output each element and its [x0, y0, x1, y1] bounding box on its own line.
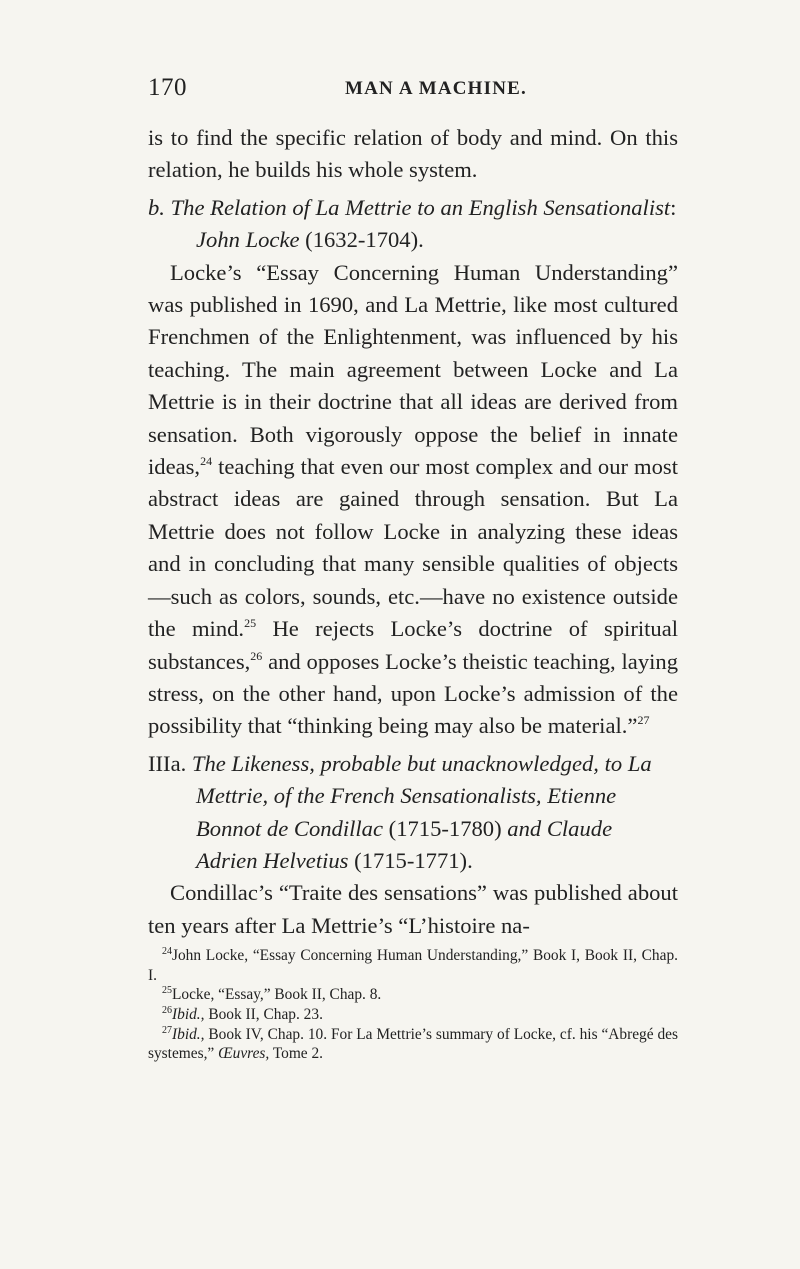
- section-title-2: Claude Adrien Helvetius: [196, 815, 613, 873]
- intro-paragraph: is to find the specific relation of body and mind. On this relation, he builds his whole system.: [148, 125, 678, 183]
- section-label: b.: [148, 194, 165, 220]
- footnote-ref-26: 26: [250, 648, 263, 663]
- locke-paragraph: Locke’s “Essay Concerning Human Understanding” was published in 1690, and La Mettrie, like most cultured Frenchmen of the Enlightenment, was influenced by his teaching. The main agreement between Locke and La Mettrie is in their doctrine that all ideas are derived from sensation. Both vigorously oppose the belief in innate ideas,$^{24}$ teaching that even our most complex and our most abstract ideas are gained through sensation. But La Mettrie does not follow Locke in analyzing these ideas and in concluding that many sensible qualities of objects—such as colors, sounds, etc.—have no existence outside the mind.$^{25}$ He rejects Locke’s doctrine of spiritual substances,$^{26}$ and opposes Locke’s theistic teaching, laying stress, on the other hand, upon Locke’s admission of the possibility that “thinking being may also be material.”$^{27}$: [148, 259, 678, 739]
- section-title: The Likeness, probable but unacknowledged, to La Mettrie, of the French Sensationalists, Etienne Bonnot de Condillac: [191, 750, 652, 841]
- section-heading-iiia: IIIa. The Likeness, probable but unacknowledged, to La Mettrie, of the French Sensationalists, Etienne Bonnot de Condillac (1715-1780) and Claude Adrien Helvetius (1715-1771).: [148, 750, 652, 873]
- section-label: IIIa.: [148, 750, 187, 776]
- footnote-ref-27: 27: [637, 713, 650, 728]
- footnote-26: $^{26}$Ibid., Book II, Chap. 23.: [162, 1004, 323, 1023]
- section-dates: (1632-1704).: [305, 227, 424, 253]
- footnote-25: $^{25}$Locke, “Essay,” Book II, Chap. 8.: [162, 985, 382, 1004]
- section-name: John Locke: [196, 227, 300, 253]
- footnote-ref-24: 24: [200, 454, 213, 469]
- condillac-paragraph: Condillac’s “Traite des sensations” was published about ten years after La Mettrie’s “L’histoire na-: [148, 880, 678, 938]
- footnote-24: $^{24}$John Locke, “Essay Concerning Human Understanding,” Book I, Book II, Chap. I.: [148, 946, 678, 984]
- footnote-ref-25: 25: [244, 616, 257, 631]
- footnote-27: $^{27}$Ibid., Book IV, Chap. 10. For La Mettrie’s summary of Locke, cf. his “Abregé des systemes,” Œuvres, Tome 2.: [148, 1024, 678, 1063]
- running-title: MAN A MACHINE.: [345, 78, 527, 99]
- section-title: The Relation of La Mettrie to an English Sensationalist: [170, 194, 671, 220]
- book-page: [148, 64, 678, 1064]
- page-number: 170: [148, 74, 187, 101]
- section-heading-b: b. The Relation of La Mettrie to an English Sensationalist: John Locke (1632-1704).: [148, 194, 677, 253]
- running-head: [148, 64, 678, 104]
- footnotes: [148, 946, 678, 1064]
